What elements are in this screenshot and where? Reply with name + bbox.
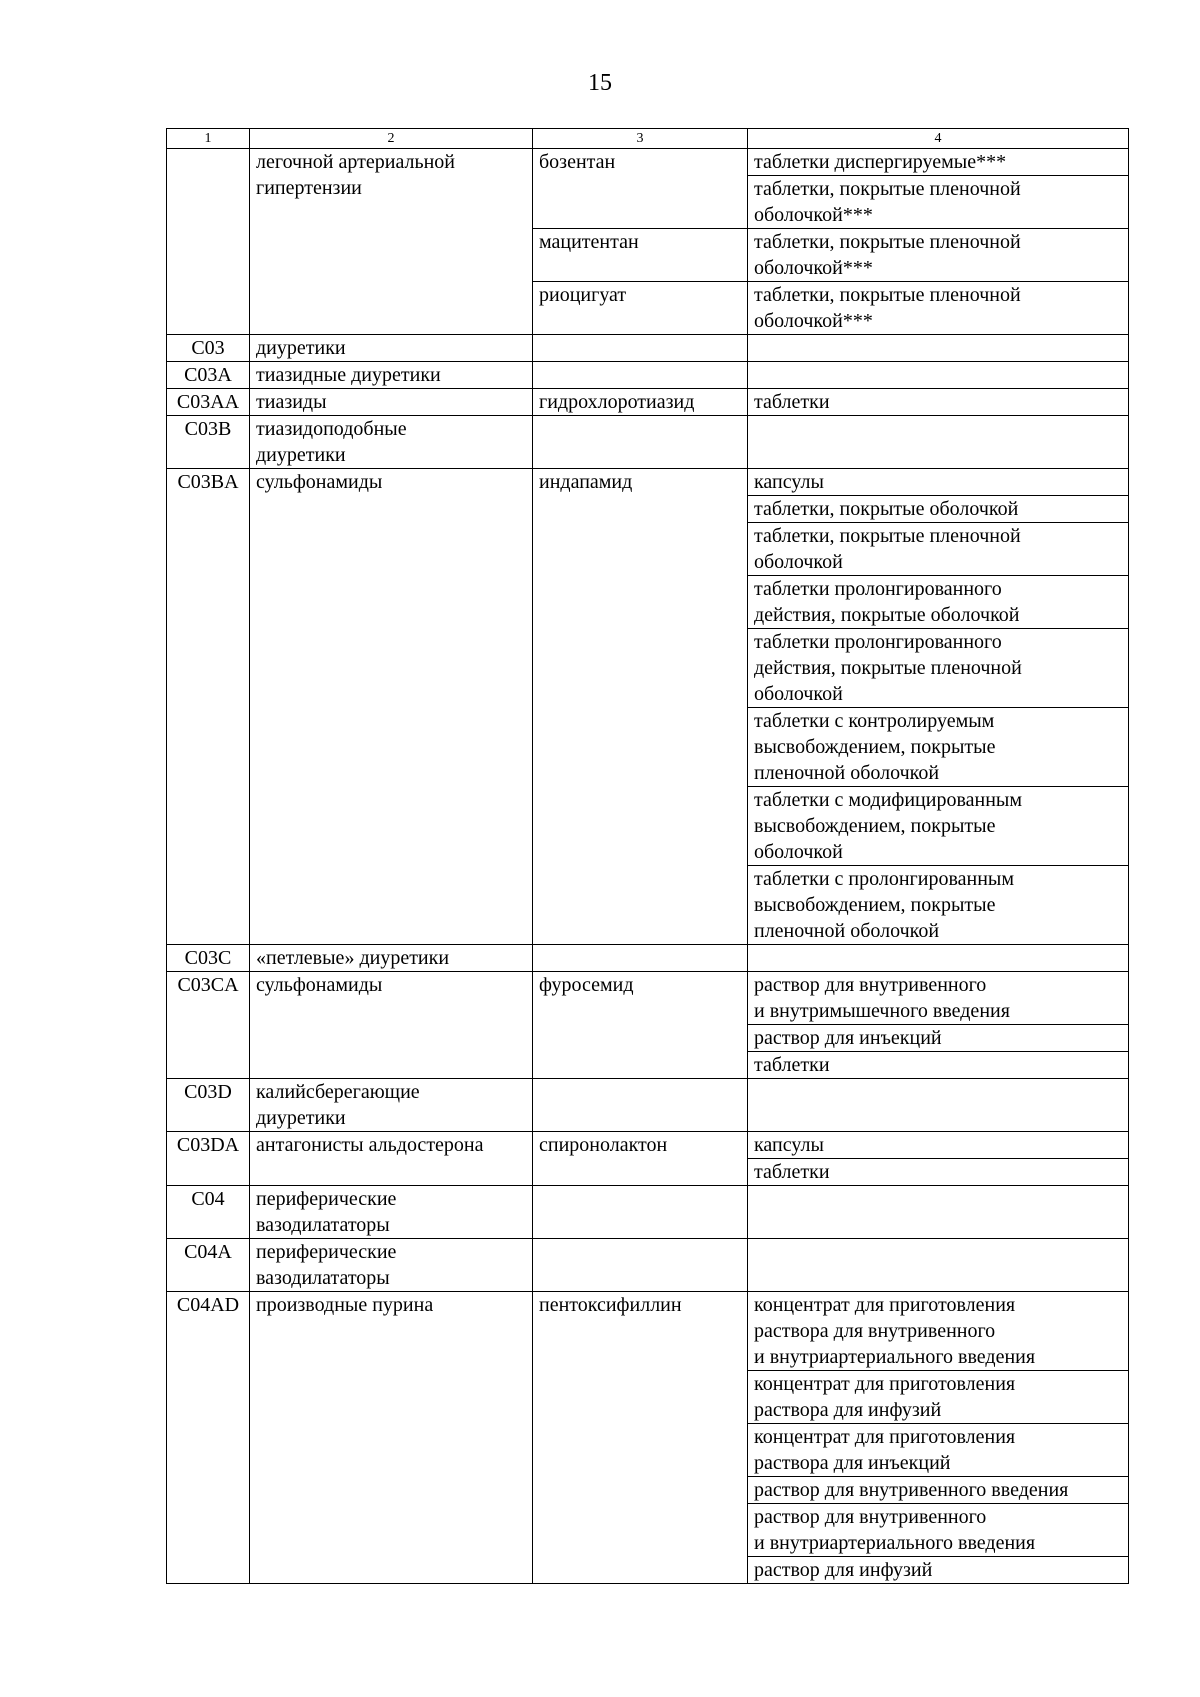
drug-name-cell [533, 362, 748, 389]
dosage-forms-cell [748, 972, 1129, 1079]
dosage-form: таблетки [748, 1158, 1128, 1185]
dosage-form: раствор для инфузий [748, 1556, 1128, 1583]
dosage-forms-cell [748, 1132, 1129, 1186]
dosage-forms-cell [748, 416, 1129, 469]
dosage-form: концентрат для приготовления раствора для инъекций [748, 1423, 1128, 1476]
table-body [167, 149, 1129, 1584]
dosage-forms-cell [748, 1079, 1129, 1132]
table-row [167, 416, 1129, 469]
dosage-forms-cell [748, 229, 1129, 282]
atc-code-cell: C04A [167, 1239, 250, 1292]
dosage-form: таблетки диспергируемые*** [754, 151, 1007, 173]
table-row [167, 469, 1129, 945]
drug-name-cell: индапамид [533, 469, 748, 945]
dosage-form: капсулы [754, 471, 824, 493]
table-row [167, 1239, 1129, 1292]
dosage-forms-cell [748, 335, 1129, 362]
dosage-form: таблетки [748, 1051, 1128, 1078]
table-row [167, 1079, 1129, 1132]
group-name-cell: тиазидные диуретики [250, 362, 533, 389]
group-name-cell: калийсберегающие диуретики [250, 1079, 533, 1132]
table-row [167, 1132, 1129, 1186]
drug-name-cell [533, 1186, 748, 1239]
drug-name-cell: риоцигуат [533, 282, 748, 335]
dosage-form: таблетки с пролонгированным высвобождением, покрытые пленочной оболочкой [748, 865, 1128, 944]
dosage-form: концентрат для приготовления раствора для инфузий [748, 1370, 1128, 1423]
dosage-form: таблетки, покрытые пленочной оболочкой [748, 522, 1128, 575]
dosage-form: капсулы [754, 1134, 824, 1156]
drug-table [166, 128, 1129, 1584]
dosage-form: таблетки с контролируемым высвобождением, покрытые пленочной оболочкой [748, 707, 1128, 786]
drug-name-cell [533, 416, 748, 469]
dosage-forms-cell [748, 149, 1129, 229]
drug-name-cell: гидрохлоротиазид [533, 389, 748, 416]
dosage-form: раствор для инъекций [748, 1024, 1128, 1051]
dosage-form: раствор для внутривенного и внутримышечного введения [754, 974, 1010, 1022]
header-col-3: 3 [533, 129, 748, 149]
atc-code-cell: C03CA [167, 972, 250, 1079]
atc-code-cell: C03 [167, 335, 250, 362]
table-row [167, 945, 1129, 972]
table-row [167, 972, 1129, 1079]
drug-name-cell: фуросемид [533, 972, 748, 1079]
dosage-form: раствор для внутривенного введения [748, 1476, 1128, 1503]
dosage-forms-cell [748, 1186, 1129, 1239]
table-row [167, 335, 1129, 362]
group-name-cell: «петлевые» диуретики [250, 945, 533, 972]
atc-code-cell: C03D [167, 1079, 250, 1132]
dosage-form: таблетки с модифицированным высвобождением, покрытые оболочкой [748, 786, 1128, 865]
dosage-form: концентрат для приготовления раствора для внутривенного и внутриартериального введения [754, 1294, 1036, 1368]
atc-code-cell: C03AA [167, 389, 250, 416]
group-name-cell: сульфонамиды [250, 972, 533, 1079]
atc-code-cell: C03BA [167, 469, 250, 945]
table-row [167, 149, 1129, 229]
atc-code-cell: C04 [167, 1186, 250, 1239]
group-name-cell: легочной артериальной гипертензии [250, 149, 533, 335]
group-name-cell: периферические вазодилататоры [250, 1239, 533, 1292]
dosage-forms-cell [748, 469, 1129, 945]
header-col-2: 2 [250, 129, 533, 149]
dosage-forms-cell [748, 362, 1129, 389]
drug-name-cell [533, 945, 748, 972]
dosage-form: таблетки, покрытые оболочкой [748, 495, 1128, 522]
dosage-form: таблетки [754, 391, 830, 413]
header-col-1: 1 [167, 129, 250, 149]
atc-code-cell: C03A [167, 362, 250, 389]
group-name-cell: тиазидоподобные диуретики [250, 416, 533, 469]
dosage-forms-cell [748, 1292, 1129, 1584]
table-row [167, 1186, 1129, 1239]
table-row [167, 1292, 1129, 1584]
group-name-cell: диуретики [250, 335, 533, 362]
dosage-form: таблетки пролонгированного действия, покрытые оболочкой [748, 575, 1128, 628]
atc-code-cell: C03DA [167, 1132, 250, 1186]
dosage-forms-cell [748, 282, 1129, 335]
dosage-forms-cell [748, 1239, 1129, 1292]
atc-code-cell: C04AD [167, 1292, 250, 1584]
dosage-form: таблетки, покрытые пленочной оболочкой*** [754, 284, 1021, 332]
group-name-cell: сульфонамиды [250, 469, 533, 945]
dosage-form: таблетки, покрытые пленочной оболочкой*** [748, 175, 1128, 228]
dosage-form: раствор для внутривенного и внутриартериального введения [748, 1503, 1128, 1556]
group-name-cell: антагонисты альдостерона [250, 1132, 533, 1186]
drug-name-cell [533, 335, 748, 362]
group-name-cell: периферические вазодилататоры [250, 1186, 533, 1239]
table-row [167, 362, 1129, 389]
drug-name-cell: бозентан [533, 149, 748, 229]
dosage-form: таблетки, покрытые пленочной оболочкой*** [754, 231, 1021, 279]
dosage-forms-cell [748, 389, 1129, 416]
table-row [167, 389, 1129, 416]
group-name-cell: производные пурина [250, 1292, 533, 1584]
drug-name-cell: спиронолактон [533, 1132, 748, 1186]
drug-name-cell [533, 1239, 748, 1292]
table-header [167, 129, 1129, 149]
drug-name-cell: пентоксифиллин [533, 1292, 748, 1584]
drug-name-cell: мацитентан [533, 229, 748, 282]
atc-code-cell: C03C [167, 945, 250, 972]
header-col-4: 4 [748, 129, 1129, 149]
page-number: 15 [588, 70, 612, 96]
atc-code-cell [167, 149, 250, 335]
dosage-form: таблетки пролонгированного действия, покрытые пленочной оболочкой [748, 628, 1128, 707]
drug-name-cell [533, 1079, 748, 1132]
atc-code-cell: C03B [167, 416, 250, 469]
header-row [167, 129, 1129, 149]
dosage-forms-cell [748, 945, 1129, 972]
group-name-cell: тиазиды [250, 389, 533, 416]
